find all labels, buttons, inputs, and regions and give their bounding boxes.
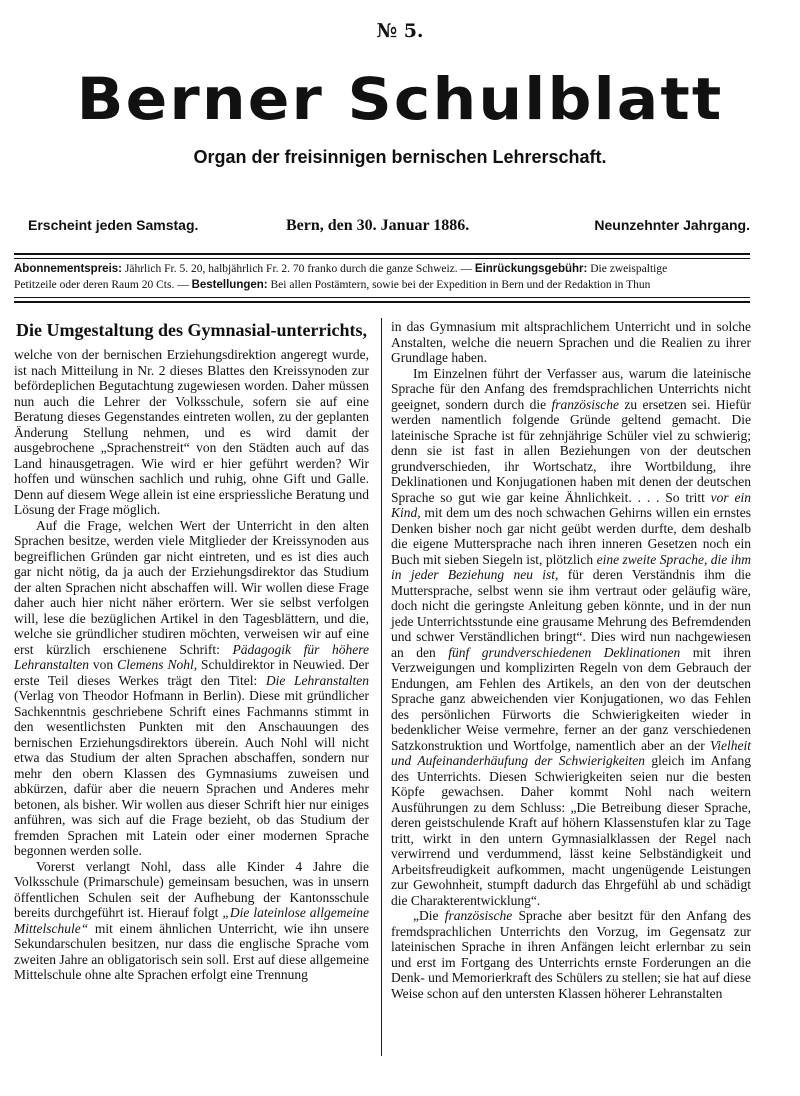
divider	[14, 253, 750, 255]
subscription-line	[14, 279, 750, 291]
insertion-label: Einrückungsgebühr:	[474, 263, 588, 275]
volume: Neunzehnter Jahrgang.	[594, 217, 750, 233]
info-line	[28, 217, 750, 239]
divider	[14, 297, 750, 298]
divider	[14, 301, 750, 303]
issue-number: № 5.	[376, 20, 424, 42]
orders-label: Bestellungen:	[191, 279, 268, 291]
article-paragraph: in das Gymnasium mit altsprachlichem Unterricht und in solche Anstalten, welche die neuern Sprachen und die Realien zu ihrer Grundlage haben.	[391, 319, 751, 365]
publication-note: Erscheint jeden Samstag.	[28, 217, 199, 233]
article-paragraph: „Die französische Sprache aber besitzt für den Anfang des fremdsprachlichen Unterrichts den Vorzug, im Gegensatz zur lateinischen Sprache in ihren Anfängen leicht erlernbar zu sein und erst im Fortgang des Unterrichts ernste Forderungen an die Denk- und Memorierkraft des Schülers zu stellen; sie hat auf diese Weise schon auf den untersten Klassen höherer Lehranstalten	[391, 908, 752, 1001]
divider	[14, 258, 750, 259]
article-paragraph: welche von der bernischen Erziehungsdirektion angeregt wurde, ist nach Mitteilung in Nr. 2 dieses Blattes den Kreissynoden zur befördерlichen Begutachtung zugewiesen worden. Daher müssen nun auch die Lehrer der Volksschule, sofern sie auf eine Beratung dieses Gegenstandes eintreten wollen, zu der geplanten Änderung Stellung nehmen, und es wird damit der ausgebrochene „Sprachenstreit“ von den Städten auch auf das Land hinausgetragen. Wie wird er hier geführt werden? Wir hoffen und wünschen sachlich und ruhig, ohne Gift und Galle. Denn auf diesem Wege allein ist eine erspriessliche Beratung und Lösung der Frage möglich.	[14, 347, 369, 517]
masthead-subtitle: Organ der freisinnigen bernischen Lehrerschaft.	[193, 147, 607, 167]
article-title: Die Umgestaltung des Gymnasial-unterrichts,	[16, 320, 367, 340]
insertion-price: Petitzeile oder deren Raum 20 Cts. —	[14, 279, 192, 291]
subscription-label: Abonnementspreis:	[14, 263, 122, 275]
article-paragraph: Auf die Frage, welchen Wert der Unterricht in den alten Sprachen besitze, werden viele Mitglieder der Kreissynoden aus begreiflichen Gründen gar nicht eintreten, und es ist dies auch gar nicht nötig, da ja auch der Erziehungsdirektor das Studium der alten Sprachen nicht abschaffen will. Wir wollen diese Frage daher auch hier nicht näher erörtern. Wer sie selbst verfolgen will, lese die bezüglichen Artikel in den Tagesblättern, und die, welche sie gründlicher studiren möchten, verweisen wir auf eine erst kürzlich erschienene Schrift: Pädagogik für höhere Lehranstalten von Clemens Nohl, Schuldirektor in Neuwied. Der erste Teil dieses Werkes trägt den Titel: Die Lehranstalten (Verlag von Theodor Hofmann in Berlin). Diese mit gründlicher Sachkenntnis geschriebene Schrift eines Fachmanns stimmt in den wesentlichsten Punkten mit den Anschauungen des bernischen Erziehungsdirektors überein. Auch Nohl will nicht etwa das Studium der alten Sprachen abschaffen, sondern nur mehr den obern Klassen des Gymnasiums zuweisen und abkürzen, dafür aber die neuern Sprachen und Anderes mehr betonen, als bisher. Wir wollen aus dieser Schrift hier nur einiges anführen, was sich auf die Frage bezieht, ob das Studium der fremden Sprachen mit Latein oder einer modernen Sprache begonnen werden solle.	[14, 517, 370, 858]
article-paragraph: Im Einzelnen führt der Verfasser aus, warum die lateinische Sprache für den Anfang des fremdsprachlichen Unterrichts nicht geeignet, sondern durch die französische zu ersetzen sei. Hiefür werden namentlich folgende Gründe geltend gemacht. Die lateinische Sprache ist für zehnjährige Schüler viel zu schwierig; denn sie ist fast in allen Beziehungen von der deutschen grundverschieden, ihr Wortschatz, ihre Wortbildung, ihre Deklinationen und Konjugationen haben mit denen der deutschen Sprache so gut wie gar keine Ähnlichkeit. . . . So tritt vor ein Kind, mit dem um des noch schwachen Gehirns willen ein ernstes Denken bisher noch gar nicht geübt werden durfte, dem deshalb die eigene Muttersprache nach ihren inneren Gesetzen noch ein Buch mit sieben Siegeln ist, plötzlich eine zweite Sprache, die ihm in jeder Beziehung neu ist, für deren Verständnis ihm die Muttersprache, selbst wenn sie ihm vertraut oder geläufig wäre, doch nicht die geringste Anleitung geben könnte, und in der nun jede Unterrichtsstunde eine grausame Mehrung des Befremdenden und schwer Verständlichen bringt“. Dies wird nun nachgewiesen an den fünf grundverschiedenen Deklinationen mit ihren Verzweigungen und komplizirten Regeln von dem Gebrauch der Endungen, am Fehlen des Artikels, an den von der deutschen Sprache ganz abweichenden vier Konjugationen, wo das Fehlen des persönlichen Fürworts die Schwierigkeiten wieder in bedenklicher Weise vermehre, ferner an der ganz verschiedenen Satzkonstruktion und Wortfolge, namentlich aber an der Vielheit und Aufeinanderhäufung der Schwierigkeiten gleich im Anfang des Unterrichts. Diesen Schwierigkeiten seien nur die besten Köpfe gewachsen. Daher kommt Nohl nach weitern Ausführungen zu dem Schluss: „Die Betreibung dieser Sprache, deren geistschulende Kraft auf höhern Klassenstufen klar zu Tage tritt, wirkt in den untern Gymnasialklassen der Regel nach verwirrend und verdummend, lässt keine Selbständigkeit und Arbeitsfreudigkeit aufkommen, macht ungenügende Leistungen zur Gewohnheit, stumpft dadurch das Ehrgefühl ab und schädigt die Charakterentwicklung“.	[391, 365, 752, 908]
masthead-title: Berner Schulblatt	[76, 65, 724, 133]
orders-text: Bei allen Postämtern, sowie bei der Expedition in Bern und der Redaktion in Thun	[267, 279, 651, 291]
article-column-left	[14, 320, 369, 983]
article-paragraph: Vorerst verlangt Nohl, dass alle Kinder 4 Jahre die Volksschule (Primarschule) gemeinsam besuchen, was in unsern öffentlichen Schulen seit der Aufhebung der Kantonsschule bereits durchgeführt ist. Hierauf folgt „Die lateinlose allgemeine Mittelschule“ mit einem ähnlichen Unterricht, wie ihn unsere Sekundarschulen besitzen, nur dass die englische Sprache vom zweiten Jahre an obligatorisch sein soll. Erst auf diese allgemeine Mittelschule ohne alte Sprachen erfolgt eine Trennung	[14, 858, 369, 982]
column-divider	[381, 318, 382, 1056]
article-column-right	[391, 319, 751, 1001]
dateline: Bern, den 30. Januar 1886.	[286, 217, 470, 234]
subscription-line	[14, 263, 750, 275]
insertion-text: Die zweispaltige	[587, 263, 668, 275]
subscription-price: Jährlich Fr. 5. 20, halbjährlich Fr. 2. 70 franko durch die ganze Schweiz. —	[122, 263, 475, 275]
